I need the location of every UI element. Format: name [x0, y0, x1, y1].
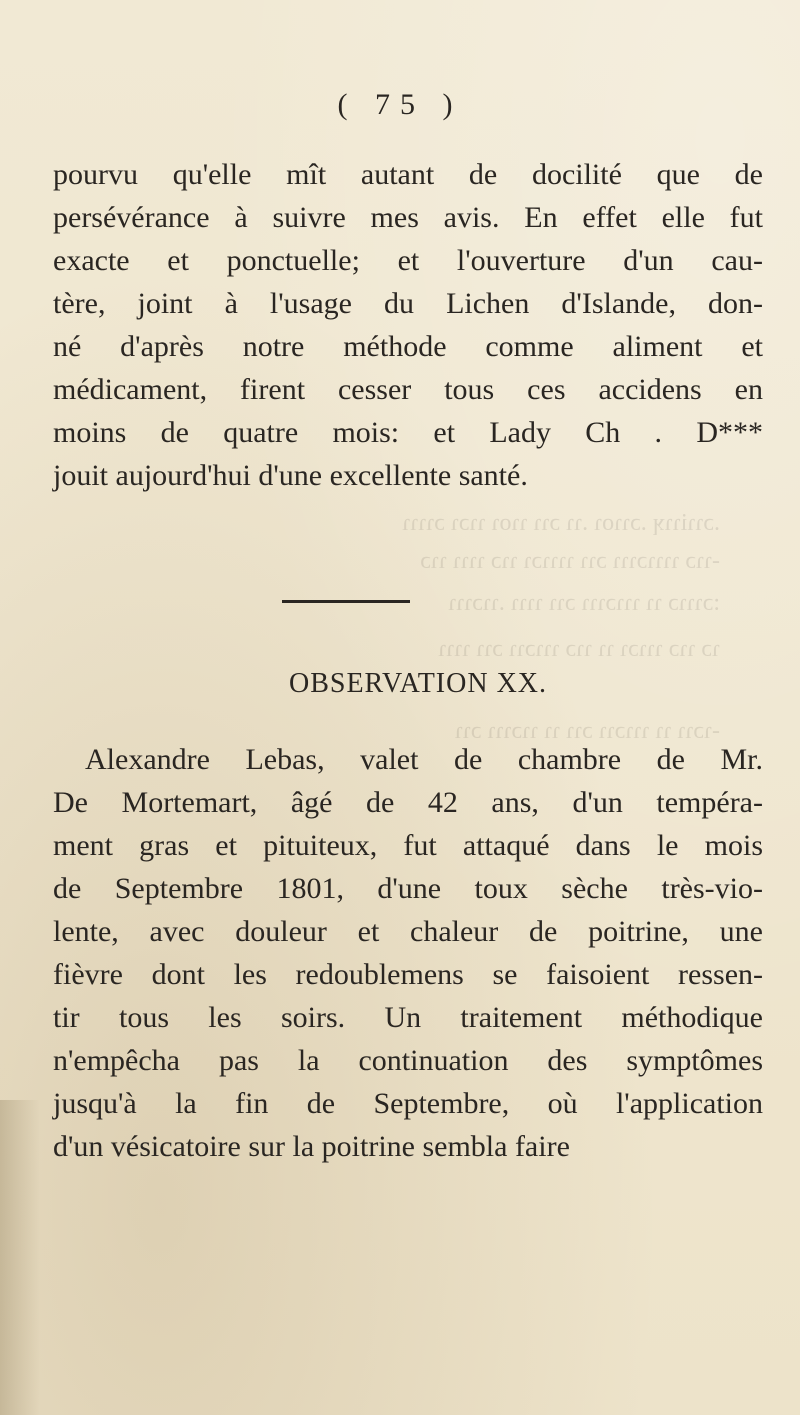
text-line: De Mortemart, âgé de 42 ans, d'un tempéra- [53, 786, 763, 819]
page-number: ( 75 ) [337, 88, 463, 121]
show-through-text: ɿɔ ɿɿɔ ɿɿɿɔɿ ɿɿ ɿɿɔ ɿɿɿɔɿɿ ɔɿɿ ɿɿɿɿ [438, 636, 720, 662]
text-line: persévérance à suivre mes avis. En effet elle fut [53, 201, 763, 234]
show-through-text: :ɔɿɿɿɔ ɿɿ ɿɿɿɔɿɿɿ ɔɿɿ ɿɿɿɿ .ɿɿɔɿɿɿ [448, 590, 720, 616]
text-line: jouit aujourd'hui d'une excellente santé. [53, 459, 528, 492]
text-line: tir tous les soirs. Un traitement méthodique [53, 1001, 763, 1034]
text-line: moins de quatre mois: et Lady Ch . D*** [53, 416, 763, 449]
section-rule [282, 600, 410, 603]
text-line: lente, avec douleur et chaleur de poitrine, une [53, 915, 763, 948]
page-edge-shadow [0, 1100, 40, 1415]
text-line: de Septembre 1801, d'une toux sèche très-vio- [53, 872, 763, 905]
paragraph-observation [53, 738, 763, 1168]
show-through-text: -ɿɔɿɿ ɿɿ ɿɿɿɔɿɿ ɔɿɿ ɿɿ ɿɿɔɿɿɿ ɔɿɿ [454, 718, 720, 744]
text-line: n'empêcha pas la continuation des symptômes [53, 1044, 763, 1077]
text-line: fièvre dont les redoublemens se faisoient ressen- [53, 958, 763, 991]
text-line: exacte et ponctuelle; et l'ouverture d'un cau- [53, 244, 763, 277]
show-through-text: -ɿɿɔ ɿɿɿɿɔɿɿɿ ɔɿɿ ɿɿɿɿɔɿ ɿɿɔ ɿɿɿɿ ɿɿɔ [420, 548, 720, 574]
text-line: jusqu'à la fin de Septembre, où l'application [53, 1087, 763, 1120]
text-line: né d'après notre méthode comme aliment et [53, 330, 763, 363]
text-line: d'un vésicatoire sur la poitrine sembla faire [53, 1130, 570, 1163]
text-line: pourvu qu'elle mît autant de docilité que de [53, 158, 763, 191]
text-line: tère, joint à l'usage du Lichen d'Islande, don- [53, 287, 763, 320]
section-heading: OBSERVATION XX. [288, 668, 548, 699]
text-line: ment gras et pituiteux, fut attaqué dans le mois [53, 829, 763, 862]
text-line: Alexandre Lebas, valet de chambre de Mr. [85, 743, 763, 776]
paragraph-continuation [53, 153, 763, 497]
show-through-text: .ɔɿɿiɿɿʞ .ɔɿɿoɿ .ɿɿ ɔɿɿ ɿɿoɿ ɿɿɔɿ ɔɿɿɿɿ [402, 510, 720, 536]
text-line: médicament, firent cesser tous ces accidens en [53, 373, 763, 406]
